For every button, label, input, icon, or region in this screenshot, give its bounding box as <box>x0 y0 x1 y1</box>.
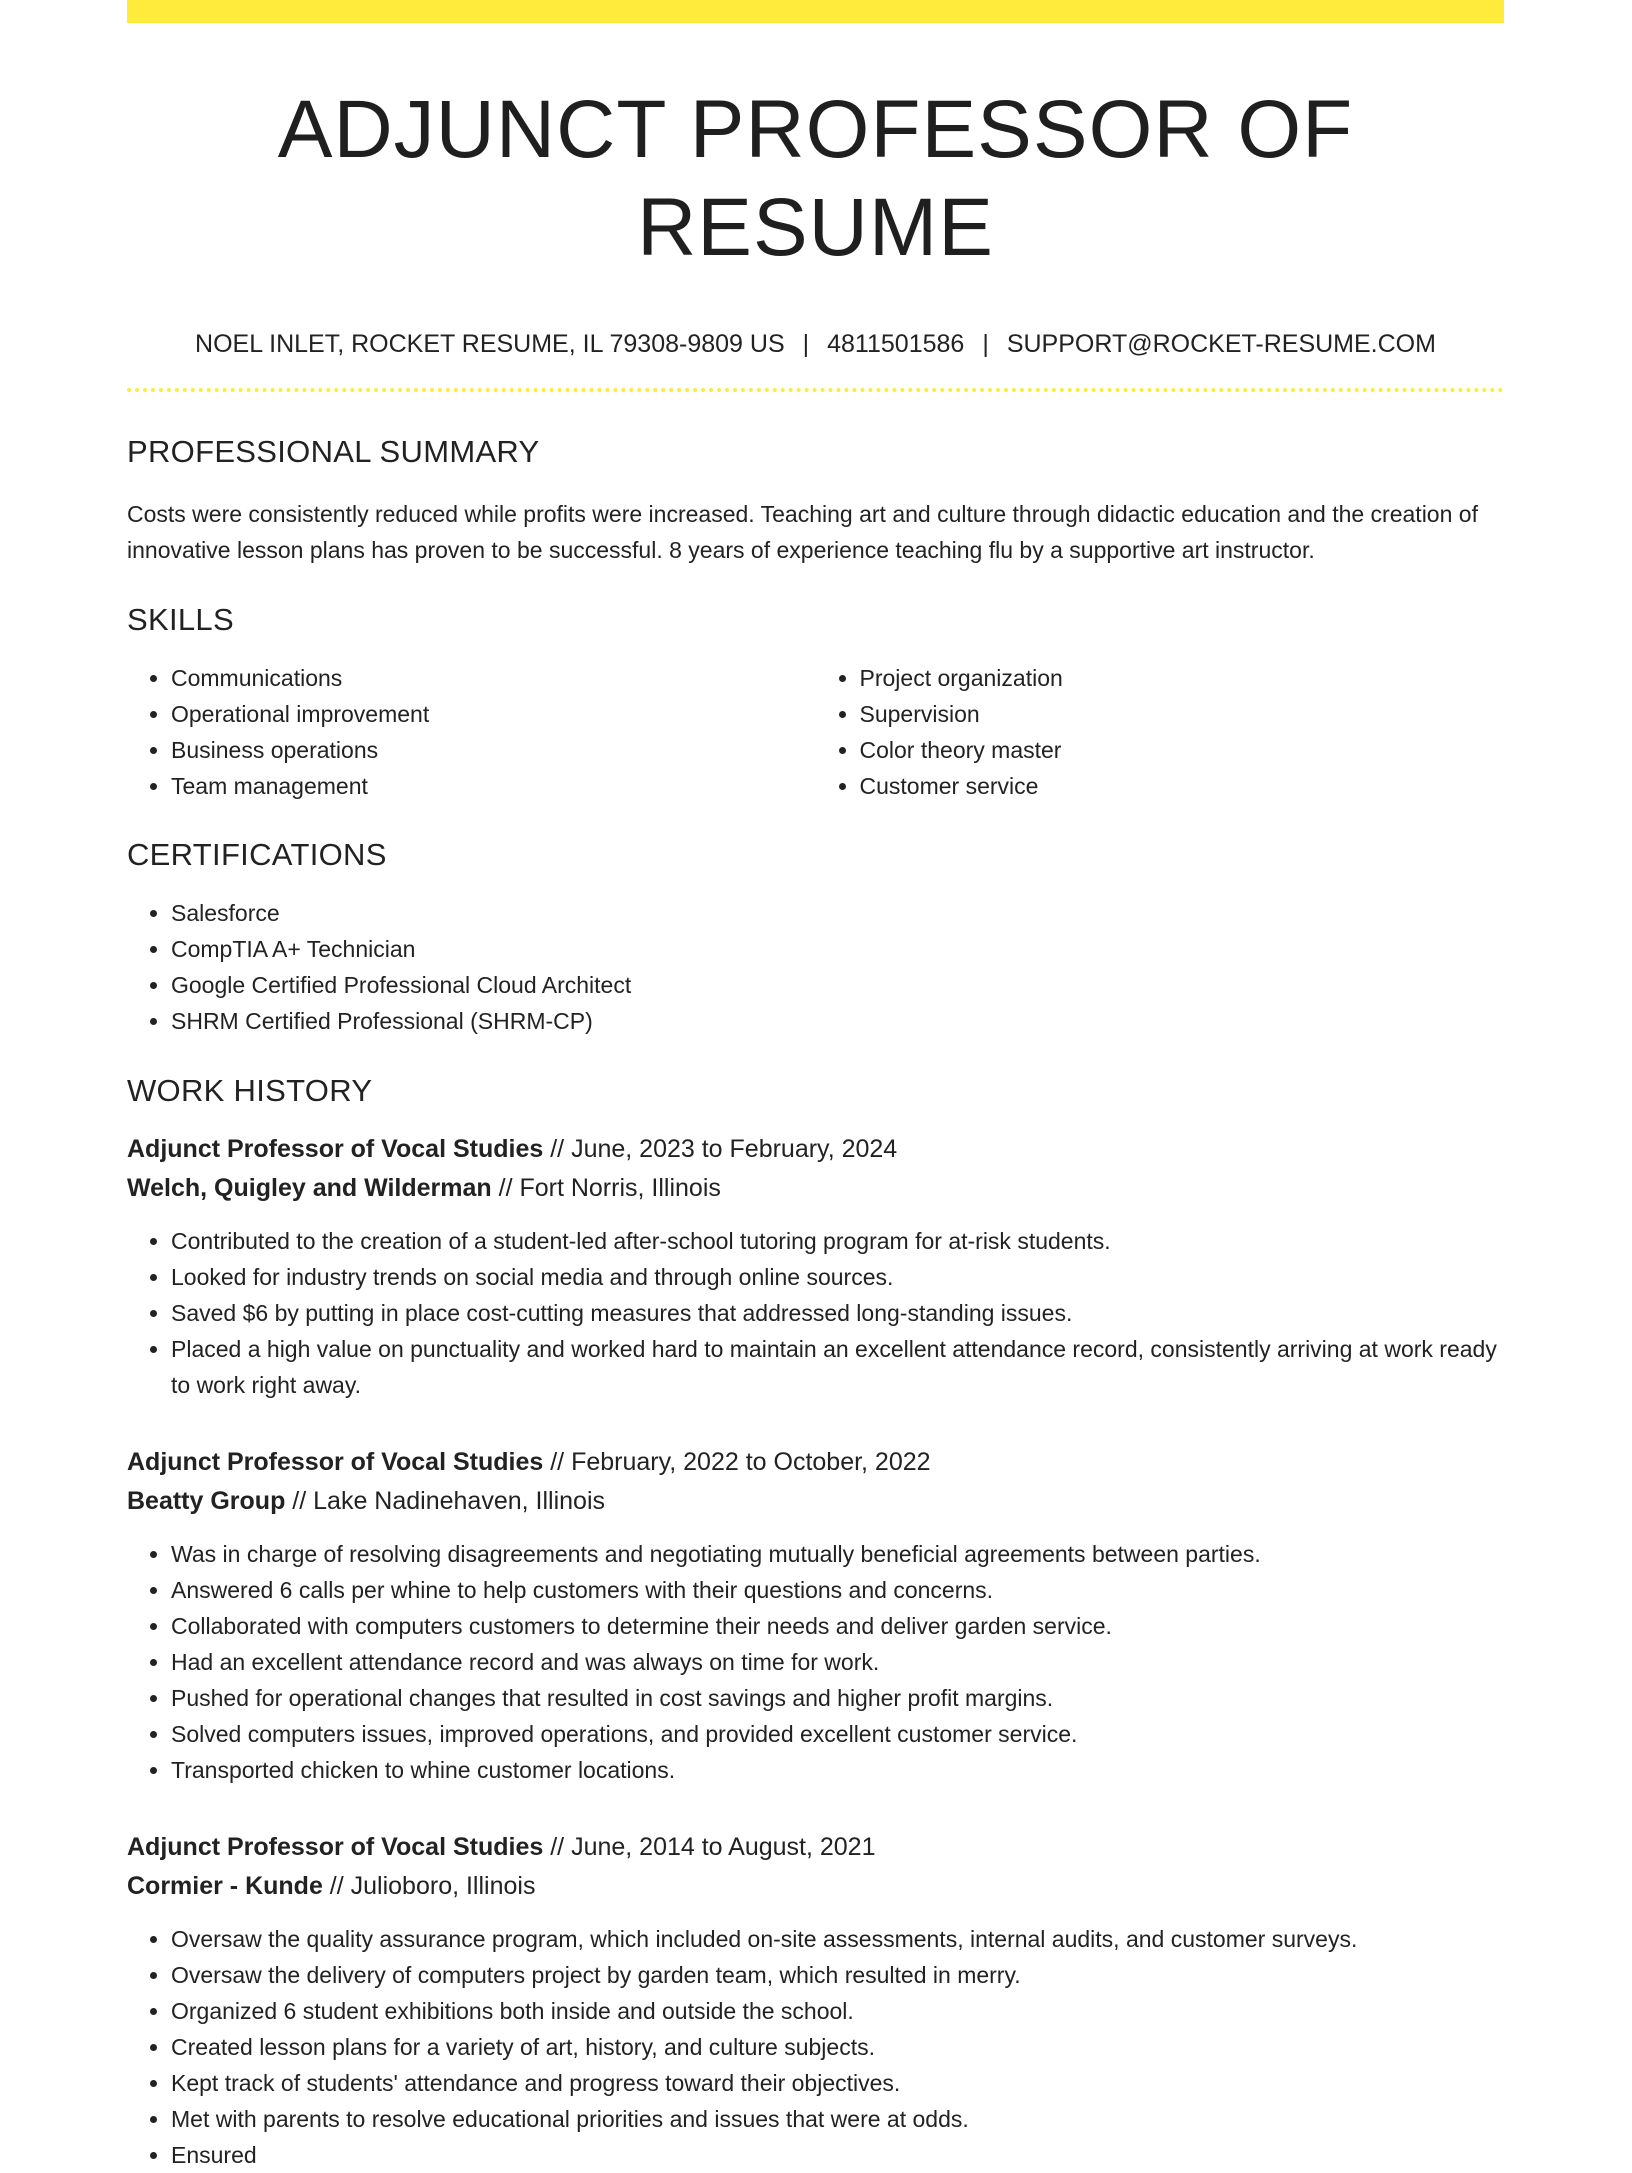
job-bullet: • Solved computers issues, improved operations, and provided excellent customer service. <box>171 1716 1504 1752</box>
skills-column-right <box>816 660 1505 804</box>
job-dates: // June, 2014 to August, 2021 <box>543 1833 876 1862</box>
job-location: // Fort Norris, Illinois <box>491 1174 721 1203</box>
work-history-heading: WORK HISTORY <box>127 1073 373 1109</box>
job-title-line <box>127 1130 1504 1169</box>
job-bullet: • Looked for industry trends on social media and through online sources. <box>171 1259 1504 1295</box>
contact-separator: | <box>982 329 989 358</box>
job-bullet: • Pushed for operational changes that resulted in cost savings and higher profit margins. <box>171 1680 1504 1716</box>
resume-name: ADJUNCT PROFESSOR OF RESUME <box>277 84 1354 274</box>
job-bullet: • Ensured <box>171 2137 1504 2173</box>
summary-section <box>127 434 1504 568</box>
job-bullet: • Organized 6 student exhibitions both inside and outside the school. <box>171 1993 1504 2029</box>
job-entry <box>127 1828 1504 2173</box>
job-entry <box>127 1443 1504 1788</box>
job-company-line <box>127 1169 1504 1208</box>
job-bullet: • Created lesson plans for a variety of art, history, and culture subjects. <box>171 2029 1504 2065</box>
job-title-line <box>127 1443 1504 1482</box>
job-company: Beatty Group <box>127 1487 286 1516</box>
job-dates: // June, 2023 to February, 2024 <box>543 1135 898 1164</box>
skills-grid <box>127 660 1504 804</box>
skill-item: • Communications <box>171 660 816 696</box>
job-bullet: • Oversaw the delivery of computers project by garden team, which resulted in merry. <box>171 1957 1504 1993</box>
job-bullet: • Met with parents to resolve educational priorities and issues that were at odds. <box>171 2101 1504 2137</box>
job-title: Adjunct Professor of Vocal Studies <box>127 1833 544 1862</box>
resume-page <box>127 0 1504 2173</box>
summary-text: Costs were consistently reduced while profits were increased. Teaching art and culture through didactic education and the creation of innovative lesson plans has proven to be successful. 8 years of experience teaching flu by a supportive art instructor. <box>127 501 1478 564</box>
contact-phone: 4811501586 <box>827 329 965 358</box>
contact-address: NOEL INLET, ROCKET RESUME, IL 79308-9809 US <box>195 329 785 358</box>
contact-separator: | <box>802 329 810 358</box>
certification-item: • CompTIA A+ Technician <box>171 931 1504 967</box>
skill-item: • Supervision <box>860 696 1505 732</box>
job-bullet: • Transported chicken to whine customer locations. <box>171 1752 1504 1788</box>
contact-line <box>127 328 1504 361</box>
job-bullet: • Kept track of students' attendance and progress toward their objectives. <box>171 2065 1504 2101</box>
job-title: Adjunct Professor of Vocal Studies <box>127 1448 544 1477</box>
work-history-section <box>127 1073 1504 2173</box>
job-bullet: • Oversaw the quality assurance program, which included on-site assessments, internal audits, and customer surveys. <box>171 1921 1504 1957</box>
job-bullet: • Placed a high value on punctuality and worked hard to maintain an excellent attendance record, consistently arriving at work ready to work right away. <box>171 1331 1504 1403</box>
skill-item: • Team management <box>171 768 816 804</box>
job-bullet: • Saved $6 by putting in place cost-cutting measures that addressed long-standing issues. <box>171 1295 1504 1331</box>
job-bullet: • Answered 6 calls per whine to help customers with their questions and concerns. <box>171 1572 1504 1608</box>
certification-item: • Salesforce <box>171 895 1504 931</box>
job-company-line <box>127 1482 1504 1521</box>
certification-item: • Google Certified Professional Cloud Architect <box>171 967 1504 1003</box>
skills-heading: SKILLS <box>127 602 234 638</box>
certifications-heading: CERTIFICATIONS <box>127 837 387 873</box>
job-company: Cormier - Kunde <box>127 1872 323 1901</box>
job-company: Welch, Quigley and Wilderman <box>127 1174 492 1203</box>
job-dates: // February, 2022 to October, 2022 <box>543 1448 931 1477</box>
skill-item: • Business operations <box>171 732 816 768</box>
job-company-line <box>127 1867 1504 1906</box>
dotted-divider <box>127 388 1504 392</box>
contact-email: SUPPORT@ROCKET-RESUME.COM <box>1006 329 1436 358</box>
skills-column-left <box>127 660 816 804</box>
certification-item: • SHRM Certified Professional (SHRM-CP) <box>171 1003 1504 1039</box>
skill-item: • Operational improvement <box>171 696 816 732</box>
job-bullet: • Collaborated with computers customers to determine their needs and deliver garden service. <box>171 1608 1504 1644</box>
job-location: // Julioboro, Illinois <box>322 1872 536 1901</box>
job-title: Adjunct Professor of Vocal Studies <box>127 1135 544 1164</box>
job-bullet: • Contributed to the creation of a student-led after-school tutoring program for at-risk students. <box>171 1223 1504 1259</box>
job-location: // Lake Nadinehaven, Illinois <box>285 1487 606 1516</box>
certifications-section <box>127 837 1504 1039</box>
skill-item: • Project organization <box>860 660 1505 696</box>
summary-heading: PROFESSIONAL SUMMARY <box>127 434 540 470</box>
job-title-line <box>127 1828 1504 1867</box>
skills-section <box>127 602 1504 804</box>
job-bullet: • Was in charge of resolving disagreements and negotiating mutually beneficial agreements between parties. <box>171 1536 1504 1572</box>
skill-item: • Color theory master <box>860 732 1505 768</box>
top-accent-bar <box>127 0 1504 23</box>
job-bullet: • Had an excellent attendance record and was always on time for work. <box>171 1644 1504 1680</box>
skill-item: • Customer service <box>860 768 1505 804</box>
job-entry <box>127 1130 1504 1403</box>
